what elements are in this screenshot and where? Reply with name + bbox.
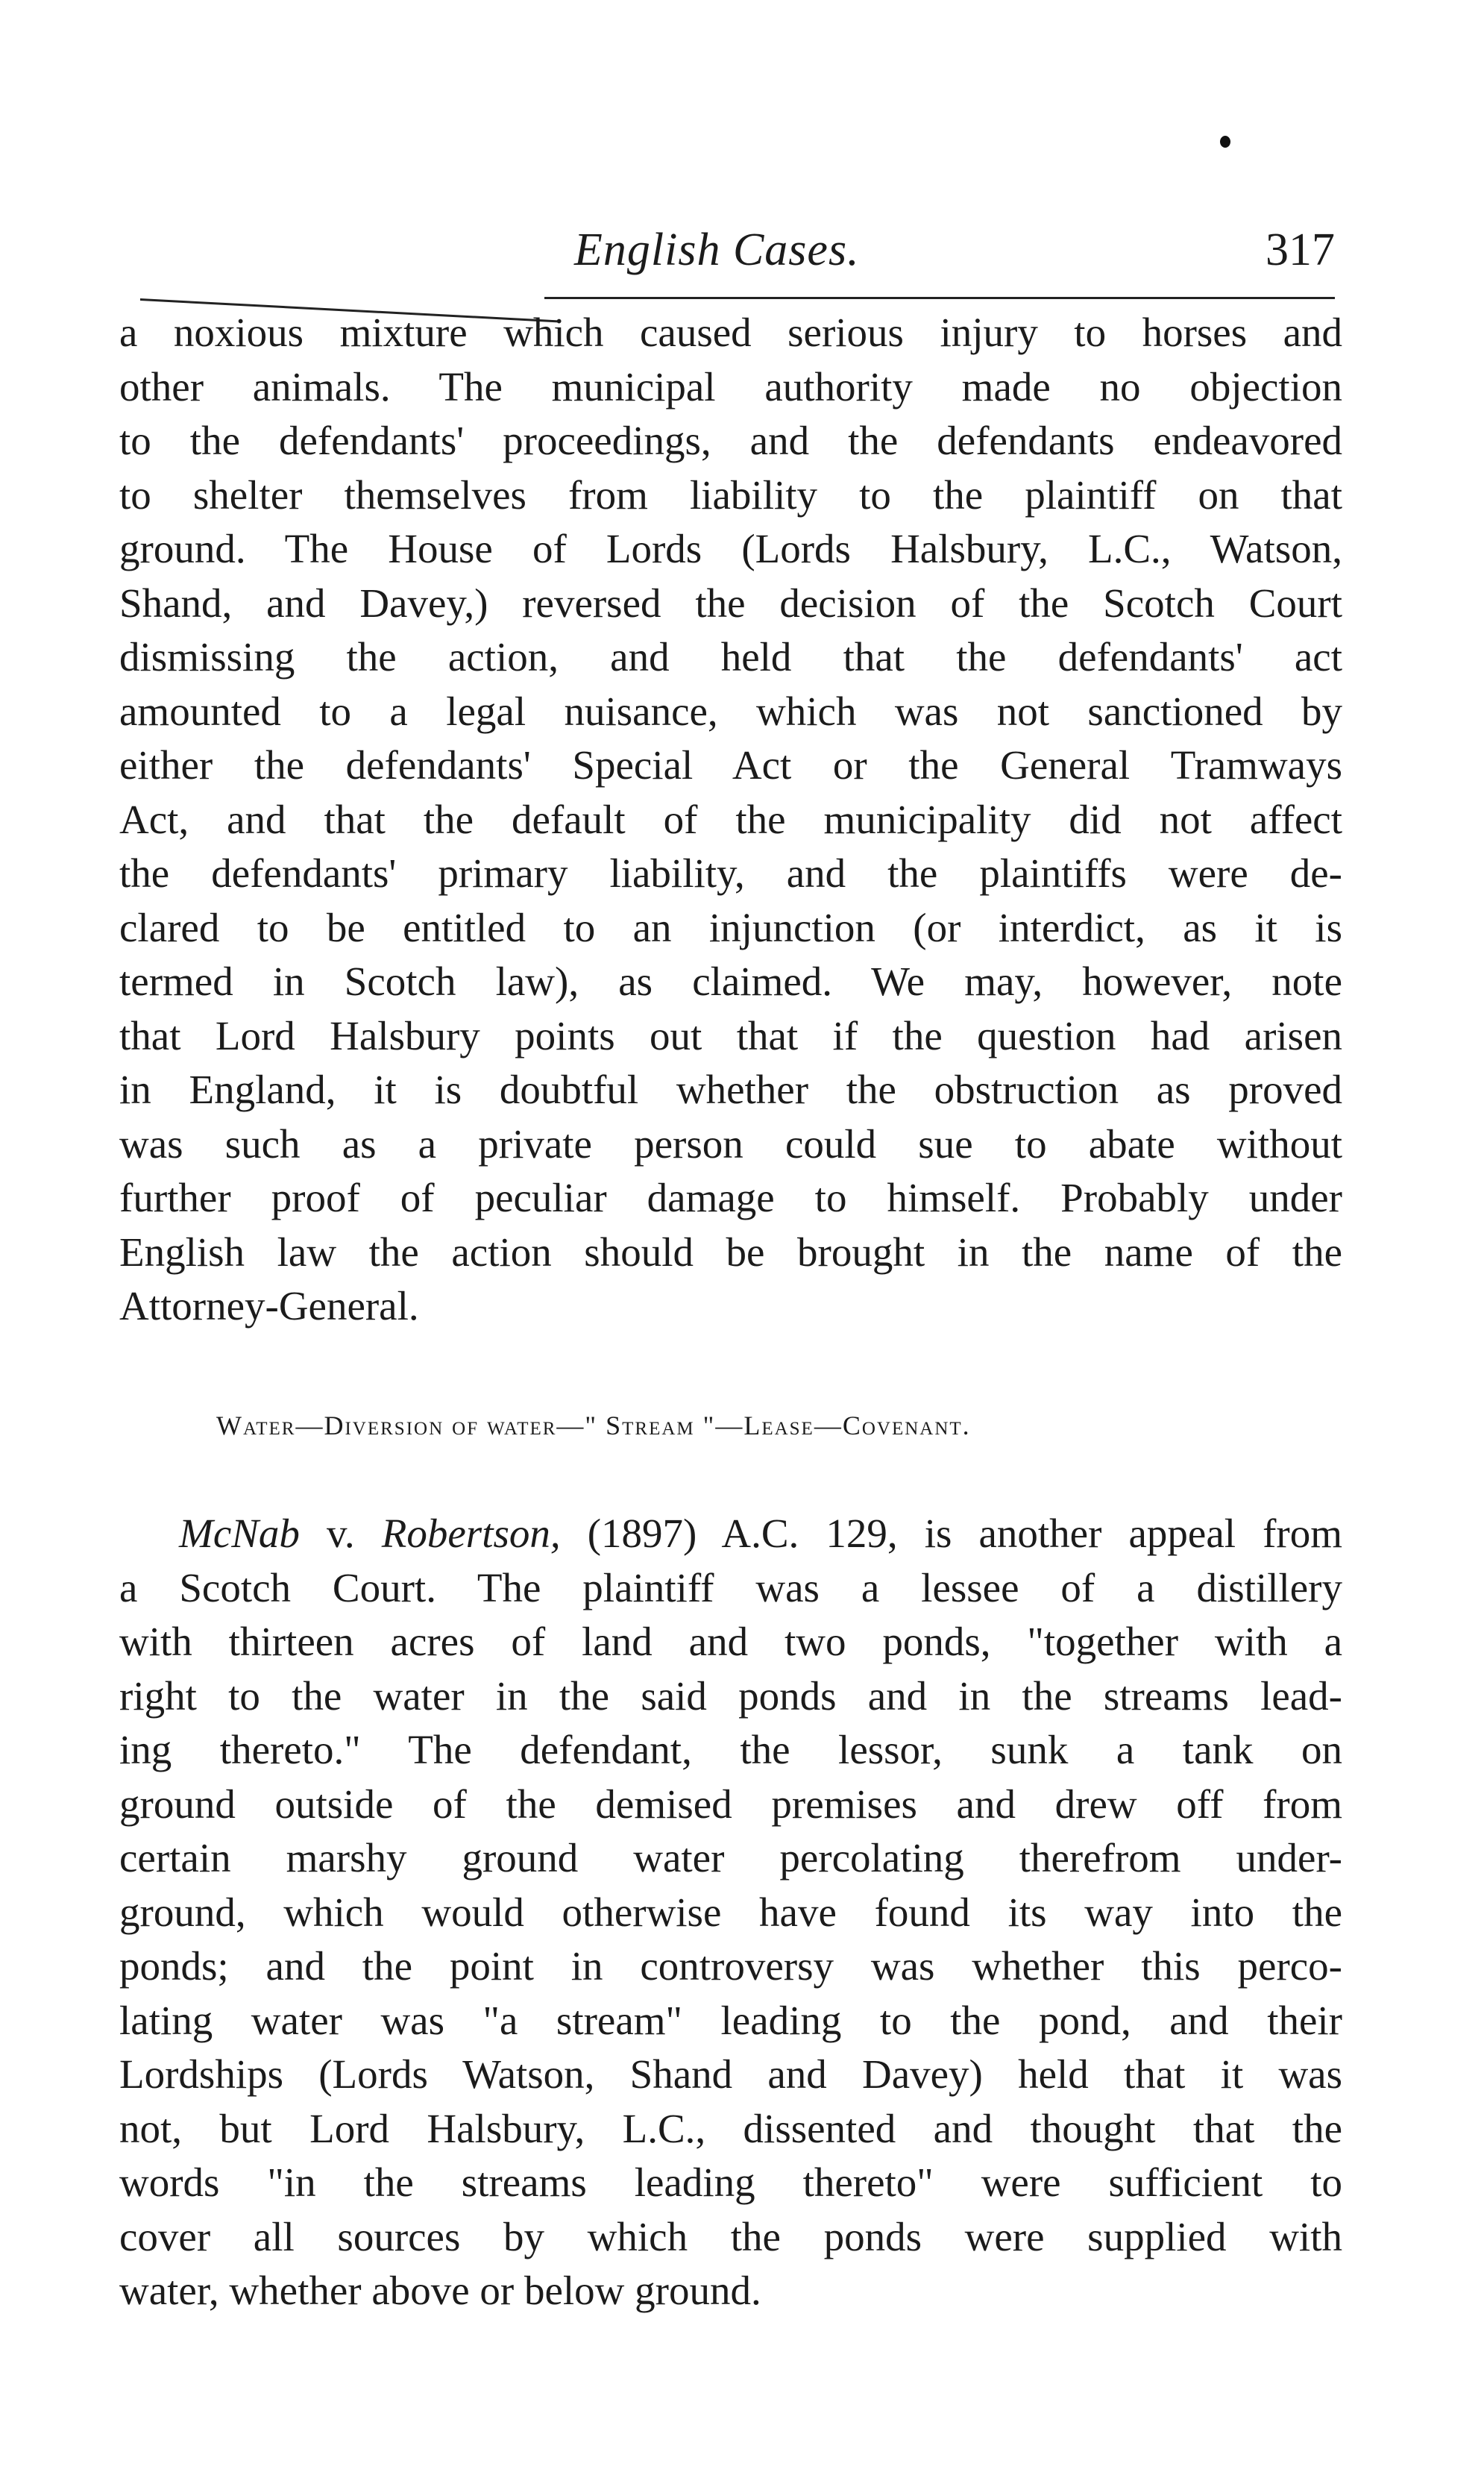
text-line: to the defendants' proceedings, and the defendants endeavored bbox=[119, 418, 1342, 463]
text-line: English law the action should be brought in the name of the bbox=[119, 1229, 1342, 1275]
text-line: either the defendants' Special Act or the General Tramways bbox=[119, 742, 1342, 788]
text-line: ground. The House of Lords (Lords Halsbury, L.C., Watson, bbox=[119, 526, 1342, 571]
text-line: further proof of peculiar damage to himself. Probably under bbox=[119, 1175, 1342, 1220]
text-line: termed in Scotch law), as claimed. We may, however, note bbox=[119, 959, 1342, 1004]
text-line: amounted to a legal nuisance, which was not sanctioned by bbox=[119, 688, 1342, 734]
case-name-2: Robertson, bbox=[381, 1511, 561, 1556]
paragraph-2 bbox=[119, 1507, 1342, 2318]
text-line: water, whether above or below ground. bbox=[119, 2268, 761, 2313]
text-line: to shelter themselves from liability to the plaintiff on that bbox=[119, 471, 1342, 518]
text-line: the defendants' primary liability, and the plaintiffs were de- bbox=[119, 850, 1342, 896]
text-line: with thirteen acres of land and two ponds, "together with a bbox=[119, 1619, 1342, 1664]
section-heading: Water—Diversion of water—" Stream "—Lease—Covenant. bbox=[216, 1411, 971, 1440]
text-line: not, but Lord Halsbury, L.C., dissented and thought that the bbox=[119, 2105, 1342, 2151]
text-line: lating water was "a stream" leading to the pond, and their bbox=[119, 1997, 1342, 2043]
page-number: 317 bbox=[1266, 225, 1335, 275]
text-line: was such as a private person could sue to abate without bbox=[119, 1120, 1342, 1167]
page-header bbox=[127, 224, 1335, 306]
case-v: v. bbox=[299, 1511, 382, 1556]
text-line: a noxious mixture which caused serious injury to horses and bbox=[119, 310, 1342, 355]
paragraph-1 bbox=[119, 306, 1342, 1334]
text-line: that Lord Halsbury points out that if the question had arisen bbox=[119, 1012, 1342, 1058]
text-line: cover all sources by which the ponds were supplied with bbox=[119, 2213, 1342, 2259]
text-line: dismissing the action, and held that the defendants' act bbox=[119, 634, 1342, 680]
text-line: ground, which would otherwise have found its way into the bbox=[119, 1889, 1342, 1935]
ink-dot bbox=[1220, 136, 1230, 148]
text-line: Shand, and Davey,) reversed the decision of the Scotch Court bbox=[119, 580, 1342, 626]
first-line-rest: (1897) A.C. 129, is another appeal from bbox=[560, 1511, 1342, 1556]
text-line: clared to be entitled to an injunction (or interdict, as it is bbox=[119, 904, 1342, 950]
text-line: other animals. The municipal authority made no objection bbox=[119, 363, 1342, 410]
text-line: ing thereto." The defendant, the lessor, sunk a tank on bbox=[119, 1727, 1342, 1772]
text-line: certain marshy ground water percolating therefrom under- bbox=[119, 1835, 1342, 1881]
case-name-1: McNab bbox=[179, 1511, 300, 1556]
text-line: ponds; and the point in controversy was whether this perco- bbox=[119, 1943, 1342, 1989]
text-line: Lordships (Lords Watson, Shand and Davey) held that it was bbox=[119, 2051, 1342, 2097]
text-line: ground outside of the demised premises and drew off from bbox=[119, 1781, 1342, 1827]
text-line: Attorney-General. bbox=[119, 1283, 419, 1329]
text-line: in England, it is doubtful whether the obstruction as proved bbox=[119, 1067, 1342, 1112]
text-line: words "in the streams leading thereto" were sufficient to bbox=[119, 2159, 1342, 2205]
text-line: a Scotch Court. The plaintiff was a lessee of a distillery bbox=[119, 1564, 1342, 1610]
paragraph-2-first-line bbox=[119, 1507, 1342, 1561]
header-rule-right bbox=[544, 297, 1335, 299]
text-line: right to the water in the said ponds and in the streams lead- bbox=[119, 1672, 1342, 1719]
running-title: English Cases. bbox=[574, 225, 860, 275]
text-line: Act, and that the default of the municipality did not affect bbox=[119, 796, 1342, 842]
